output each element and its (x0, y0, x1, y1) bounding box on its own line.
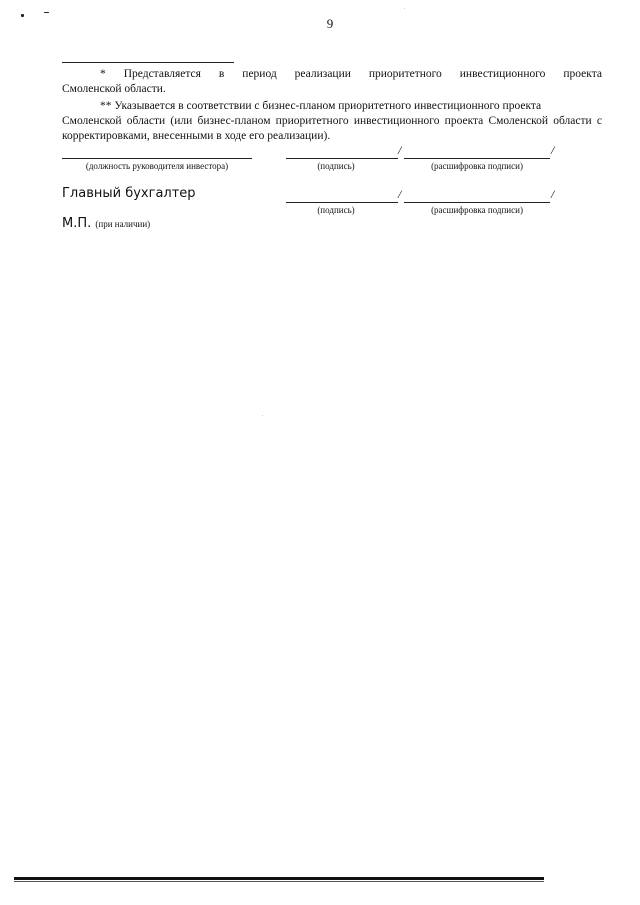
accountant-signature-caption: (подпись) (317, 205, 355, 215)
investor-position-caption: (должность руководителя инвестора) (85, 161, 229, 171)
accountant-signature-decode-caption: (расшифровка подписи) (431, 205, 523, 215)
footnote-separator (62, 62, 234, 63)
scan-speck (404, 8, 405, 9)
footnote-1-continuation: Смоленской области. (62, 83, 166, 95)
accountant-signature-line (286, 202, 398, 203)
investor-signature-decode-line (404, 158, 550, 159)
scan-speck (44, 12, 49, 13)
signature-end-slash: / (551, 143, 555, 157)
footnote-2-first-line: ** Указывается в соответствии с бизнес-планом приоритетного инвестиционного проекта (100, 100, 542, 112)
investor-position-line (62, 158, 252, 159)
stamp-place (62, 216, 150, 231)
investor-signature-caption: (подпись) (317, 161, 355, 171)
footnote-2 (62, 99, 602, 144)
footnote-1-first-line: * Представляется в период реализации приоритетного инвестиционного проекта (100, 68, 602, 80)
footnote-1 (62, 67, 602, 97)
signature-separator-slash: / (398, 143, 402, 157)
stamp-note: (при наличии) (95, 219, 151, 229)
signature-separator-slash: / (398, 187, 402, 201)
investor-signature-line (286, 158, 398, 159)
page-number: 9 (326, 16, 334, 31)
accountant-signature-decode-line (404, 202, 550, 203)
page-bottom-border-shadow (14, 881, 544, 882)
stamp-label: М.П. (62, 216, 92, 231)
page-bottom-border (14, 877, 544, 880)
chief-accountant-label: Главный бухгалтер (62, 186, 196, 201)
scan-speck (262, 415, 263, 416)
investor-signature-decode-caption: (расшифровка подписи) (431, 161, 523, 171)
signature-end-slash: / (551, 187, 555, 201)
footnote-2-continuation: Смоленской области (или бизнес-планом приоритетного инвестиционного проекта Смоленской области с корректировками, внесенными в ходе его реализации). (62, 115, 602, 142)
